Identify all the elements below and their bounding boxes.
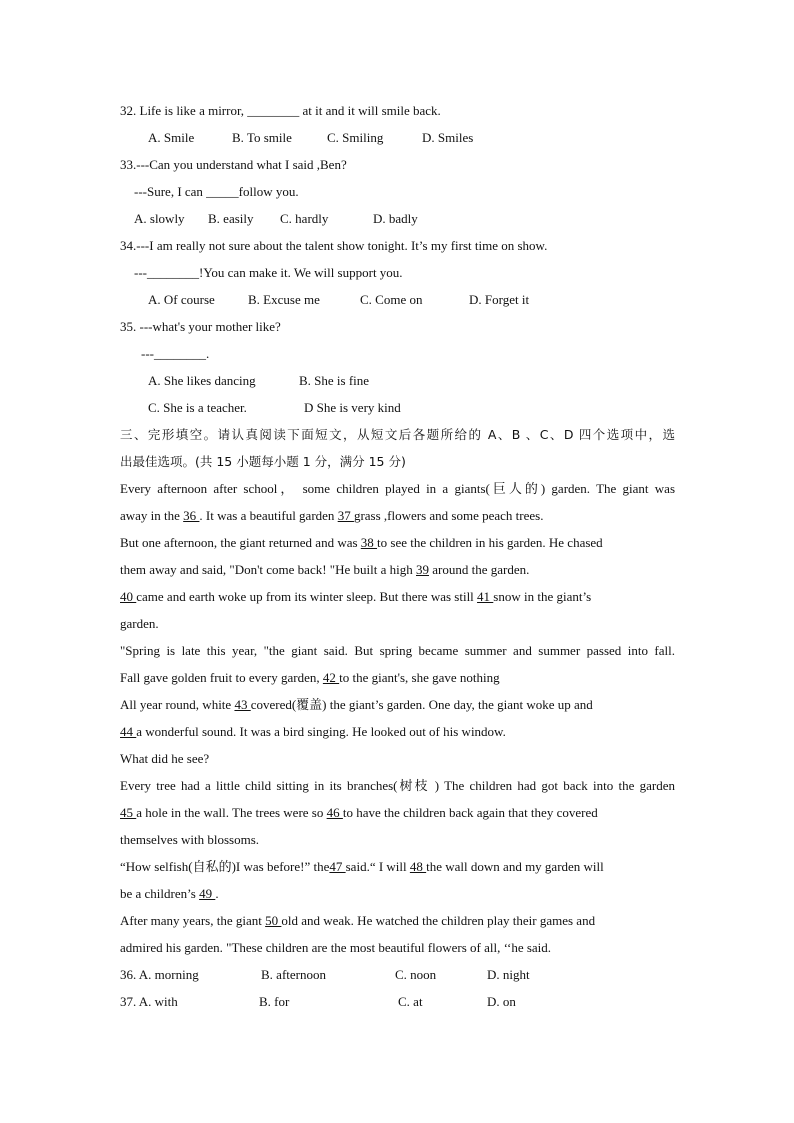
passage-text: garden. — [120, 616, 159, 631]
question-35-reply: ---________. — [141, 346, 210, 361]
passage-line — [0, 475, 794, 502]
question-35-reply-line — [0, 340, 794, 367]
blank-47: 47 — [329, 859, 346, 874]
passage-line — [0, 583, 794, 610]
passage-text: them away and said, "Don't come back! "He built a high 39 around the garden. — [120, 562, 530, 577]
question-34-stem: 34.---I am really not sure about the talent show tonight. It’s my first time on show. — [120, 238, 548, 253]
option-c: C. She is a teacher. — [148, 400, 247, 415]
question-33-reply: ---Sure, I can _____follow you. — [134, 184, 299, 199]
passage-text: But one afternoon, the giant returned and was 38 to see the children in his garden. He chased — [120, 535, 603, 550]
question-37-options — [0, 988, 794, 1015]
option-c: C. Smiling — [327, 130, 384, 145]
blank-39: 39 — [416, 562, 429, 577]
section-3-heading — [0, 421, 794, 448]
section-3-heading-line2: 出最佳选项。(共 15 小题每小题 1 分，满分 15 分) — [120, 454, 406, 469]
option-d: D. on — [487, 994, 516, 1009]
option-a: 37. A. with — [120, 994, 178, 1009]
passage-line — [0, 934, 794, 961]
option-c: C. noon — [395, 967, 437, 982]
option-a: A. Smile — [148, 130, 195, 145]
option-b: B. easily — [208, 211, 254, 226]
passage-line — [0, 745, 794, 772]
passage-line — [0, 772, 794, 799]
passage-text: admired his garden. "These children are the most beautiful flowers of all, ‘‘he said. — [120, 940, 552, 955]
question-35-stem: 35. ---what's your mother like? — [120, 319, 281, 334]
passage-line — [0, 556, 794, 583]
passage-text: 45 a hole in the wall. The trees were so 46 to have the children back again that they covered — [120, 805, 598, 820]
passage-line — [0, 853, 794, 880]
blank-40: 40 — [120, 589, 137, 604]
section-3-heading-line1: 三、完形填空。请认真阅读下面短文，从短文后各题所给的 A、B 、C、D 四个选项中，选 — [120, 427, 675, 442]
passage-text: away in the 36 . It was a beautiful garden 37 grass ,flowers and some peach trees. — [120, 508, 544, 523]
option-a: A. Of course — [148, 292, 215, 307]
question-34-reply: ---________!You can make it. We will support you. — [134, 265, 403, 280]
blank-41: 41 — [477, 589, 494, 604]
passage-line — [0, 691, 794, 718]
question-35-options-ab — [0, 367, 794, 394]
question-33-stem: 33.---Can you understand what I said ,Ben? — [120, 157, 347, 172]
passage-text: 44 a wonderful sound. It was a bird singing. He looked out of his window. — [120, 724, 506, 739]
passage-text: Every afternoon after school， some children played in a giants(巨人的) garden. The giant was — [120, 481, 675, 496]
option-c: C. Come on — [360, 292, 423, 307]
option-b: B. She is fine — [299, 373, 370, 388]
option-d: D. Forget it — [469, 292, 530, 307]
question-32 — [0, 97, 794, 124]
passage-line — [0, 880, 794, 907]
blank-46: 46 — [326, 805, 343, 820]
passage-text: Every tree had a little child sitting in its branches(树枝 ) The children had got back into the garden — [120, 778, 675, 793]
option-d: D She is very kind — [304, 400, 401, 415]
section-3-heading-cont — [0, 448, 794, 475]
passage-text: 40 came and earth woke up from its winter sleep. But there was still 41 snow in the giant’s — [120, 589, 592, 604]
blank-44: 44 — [120, 724, 137, 739]
option-a: A. She likes dancing — [148, 373, 256, 388]
question-33-reply-line — [0, 178, 794, 205]
option-b: B. Excuse me — [248, 292, 320, 307]
passage-line — [0, 529, 794, 556]
passage-line — [0, 799, 794, 826]
option-b: B. To smile — [232, 130, 292, 145]
blank-43: 43 — [234, 697, 251, 712]
blank-49: 49 — [199, 886, 216, 901]
blank-37: 37 — [337, 508, 354, 523]
passage-line — [0, 502, 794, 529]
passage-line — [0, 664, 794, 691]
passage-text: "Spring is late this year, "the giant said. But spring became summer and summer passed into fall. — [120, 643, 675, 658]
option-a: 36. A. morning — [120, 967, 199, 982]
option-c: C. hardly — [280, 211, 329, 226]
blank-38: 38 — [360, 535, 378, 550]
question-32-stem: 32. Life is like a mirror, ________ at it and it will smile back. — [120, 103, 441, 118]
question-36-options — [0, 961, 794, 988]
option-b: B. for — [259, 994, 290, 1009]
passage-text: Fall gave golden fruit to every garden, 42 to the giant's, she gave nothing — [120, 670, 500, 685]
blank-45: 45 — [120, 805, 137, 820]
option-c: C. at — [398, 994, 423, 1009]
passage-line — [0, 718, 794, 745]
question-32-options — [0, 124, 794, 151]
question-34-reply-line — [0, 259, 794, 286]
question-35-options-cd — [0, 394, 794, 421]
passage-line — [0, 826, 794, 853]
passage-text: All year round, white 43 covered(覆盖) the giant’s garden. One day, the giant woke up and — [120, 697, 593, 712]
passage-line — [0, 610, 794, 637]
option-d: D. Smiles — [422, 130, 474, 145]
passage-text: “How selfish(自私的)I was before!” the47 said.“ I will 48 the wall down and my garden will — [120, 859, 604, 874]
option-b: B. afternoon — [261, 967, 326, 982]
passage-text: be a children’s 49 . — [120, 886, 219, 901]
question-35 — [0, 313, 794, 340]
blank-36: 36 — [183, 508, 200, 523]
passage-text: themselves with blossoms. — [120, 832, 260, 847]
passage-line — [0, 637, 794, 664]
question-34 — [0, 232, 794, 259]
blank-42: 42 — [322, 670, 340, 685]
question-34-options — [0, 286, 794, 313]
question-33-options — [0, 205, 794, 232]
blank-50: 50 — [265, 913, 282, 928]
option-d: D. badly — [373, 211, 418, 226]
passage-line — [0, 907, 794, 934]
option-d: D. night — [487, 967, 530, 982]
passage-text: After many years, the giant 50 old and weak. He watched the children play their games and — [120, 913, 596, 928]
option-a: A. slowly — [134, 211, 185, 226]
question-33 — [0, 151, 794, 178]
passage-text: What did he see? — [120, 751, 210, 766]
blank-48: 48 — [409, 859, 427, 874]
